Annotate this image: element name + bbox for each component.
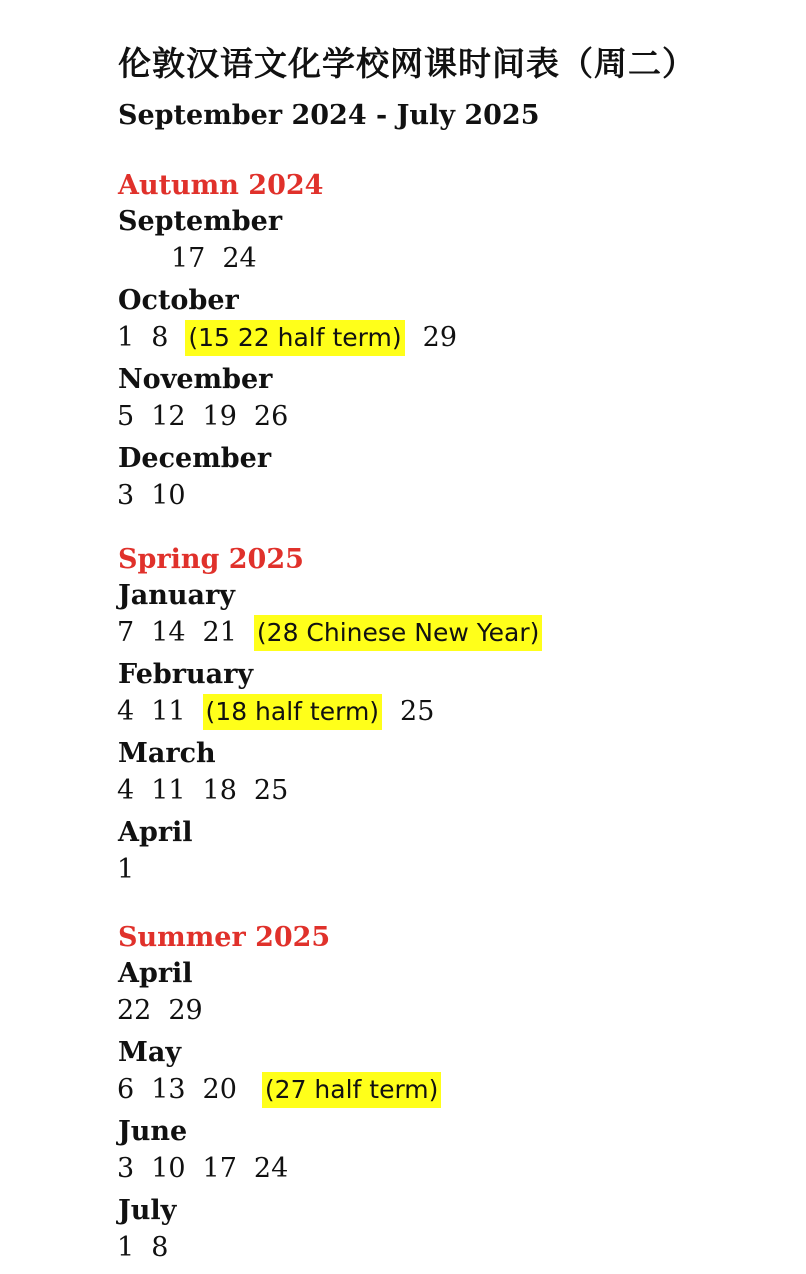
page-title: 伦敦汉语文化学校网课时间表（周二）: [118, 44, 696, 83]
date-list: [117, 1150, 798, 1188]
date: 12: [151, 401, 186, 432]
term-autumn: [118, 168, 798, 520]
date: 3: [117, 1153, 135, 1184]
date-list: [117, 772, 798, 810]
date: 3: [117, 480, 135, 511]
month-february: [118, 657, 798, 736]
holiday-note: (15 22 half term): [185, 320, 404, 356]
term-title: Spring 2025: [118, 544, 304, 575]
date: 24: [222, 243, 257, 274]
date: 17: [202, 1153, 237, 1184]
term-summer: [118, 920, 798, 1272]
month-name: December: [118, 443, 272, 474]
date: 18: [202, 775, 237, 806]
month-november: [118, 362, 798, 441]
date: 25: [400, 696, 435, 727]
month-name: April: [118, 817, 193, 848]
date-list: [117, 398, 798, 436]
month-name: March: [118, 738, 216, 769]
date: 5: [117, 401, 135, 432]
date-list: [117, 240, 798, 278]
term-title: Summer 2025: [118, 922, 331, 953]
month-name: February: [118, 659, 254, 690]
date-list: [117, 614, 798, 652]
month-name: June: [118, 1116, 188, 1147]
month-july: [118, 1193, 798, 1272]
date: 11: [151, 775, 186, 806]
holiday-note: (27 half term): [262, 1072, 442, 1108]
date: 29: [422, 322, 457, 353]
date: 14: [151, 617, 186, 648]
date: 26: [253, 401, 289, 432]
date-list: [117, 477, 798, 515]
date: 6: [117, 1074, 135, 1105]
month-may: [118, 1035, 798, 1114]
date: 10: [151, 1153, 186, 1184]
month-october: [118, 283, 798, 362]
month-name: April: [118, 958, 193, 989]
date: 19: [202, 401, 237, 432]
holiday-note: (28 Chinese New Year): [254, 615, 543, 651]
date-list: [117, 851, 798, 889]
month-june: [118, 1114, 798, 1193]
holiday-note: (18 half term): [203, 694, 383, 730]
date: 29: [168, 995, 203, 1026]
date: 20: [202, 1074, 237, 1105]
month-name: January: [118, 580, 235, 611]
date: 11: [151, 696, 186, 727]
date-list: [117, 1071, 798, 1109]
date: 24: [253, 1153, 289, 1184]
date: 13: [151, 1074, 186, 1105]
date: 8: [151, 1232, 169, 1263]
month-name: November: [118, 364, 273, 395]
date: 1: [117, 854, 135, 885]
month-september: [118, 204, 798, 283]
date: 1: [117, 1232, 135, 1263]
month-name: July: [118, 1195, 177, 1226]
date-list: [117, 693, 798, 731]
month-january: [118, 578, 798, 657]
month-name: October: [118, 285, 239, 316]
date: 10: [151, 480, 186, 511]
term-spring: [118, 542, 798, 894]
date: 17: [171, 243, 206, 274]
date: 4: [117, 775, 135, 806]
page-subtitle: September 2024 - July 2025: [118, 100, 540, 131]
date: 8: [151, 322, 169, 353]
month-name: May: [118, 1037, 182, 1068]
month-name: September: [118, 206, 283, 237]
date-list: [117, 992, 798, 1030]
date-list: [117, 1229, 798, 1267]
date: 25: [253, 775, 289, 806]
month-march: [118, 736, 798, 815]
term-title: Autumn 2024: [118, 170, 324, 201]
month-april: [118, 956, 798, 1035]
date: 7: [117, 617, 135, 648]
date-list: [117, 319, 798, 357]
date: 22: [117, 995, 152, 1026]
month-december: [118, 441, 798, 520]
date: 1: [117, 322, 135, 353]
date: 4: [117, 696, 135, 727]
date: 21: [202, 617, 237, 648]
month-april: [118, 815, 798, 894]
